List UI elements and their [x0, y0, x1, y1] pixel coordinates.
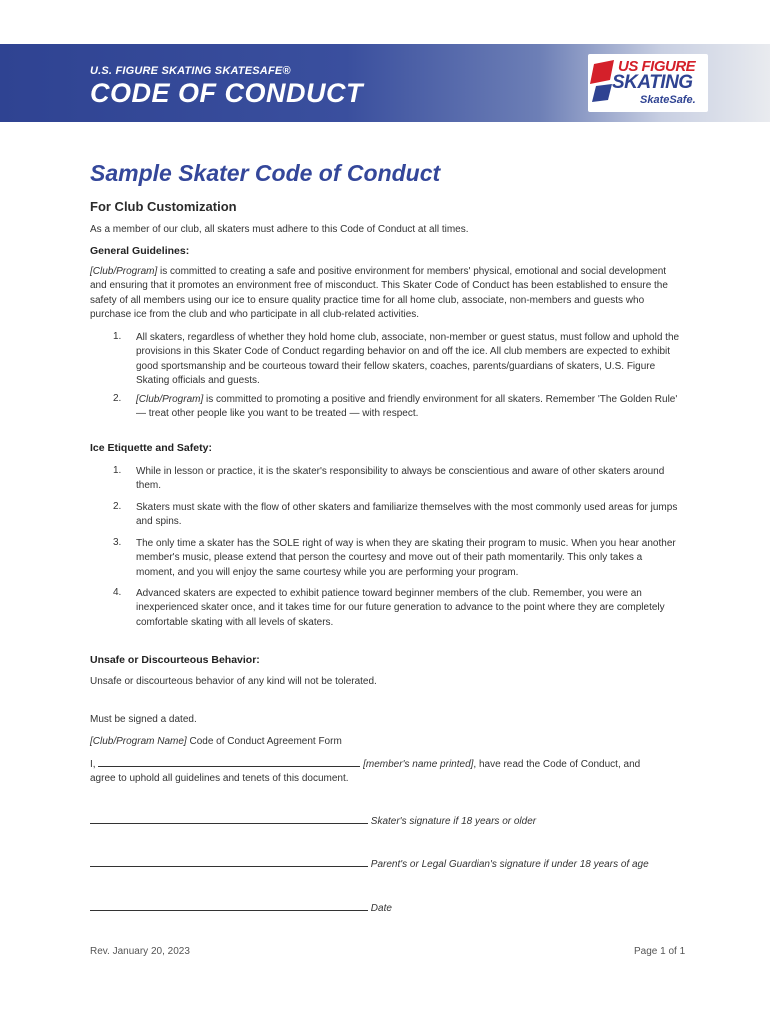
banner-subtitle: U.S. FIGURE SKATING SKATESAFE® — [90, 65, 291, 77]
list-number: 2. — [113, 501, 122, 512]
club-program-name-placeholder: [Club/Program Name] — [90, 736, 187, 747]
unsafe-behavior-text: Unsafe or discourteous behavior of any kind will not be tolerated. — [90, 676, 377, 687]
document-title: Sample Skater Code of Conduct — [90, 160, 441, 186]
member-name-line[interactable] — [98, 757, 360, 767]
skater-signature-line[interactable] — [90, 814, 368, 824]
agreement-form-title — [90, 735, 680, 749]
logo-line-2: SKATING — [612, 72, 693, 93]
must-be-signed-text: Must be signed a dated. — [90, 714, 197, 725]
us-figure-skating-logo — [588, 54, 708, 112]
list-number: 1. — [113, 331, 122, 342]
list-number: 2. — [113, 393, 122, 404]
list-number: 1. — [113, 465, 122, 476]
date-line[interactable] — [90, 901, 368, 911]
document-subhead: For Club Customization — [90, 199, 237, 214]
skater-signature-row — [90, 814, 536, 827]
logo-line-1: US FIGURE — [618, 58, 696, 75]
guardian-signature-label: Parent's or Legal Guardian's signature if under 18 years of age — [370, 859, 649, 870]
list-item-text — [136, 393, 681, 422]
date-row — [90, 901, 392, 914]
guardian-signature-line[interactable] — [90, 857, 368, 867]
banner-title: CODE OF CONDUCT — [90, 78, 363, 108]
list-item-text: Skaters must skate with the flow of other skaters and familiarize themselves with the most commonly used areas for jumps and spins. — [136, 502, 678, 528]
intro-text: As a member of our club, all skaters must adhere to this Code of Conduct at all times. — [90, 224, 469, 235]
acknowledgement-text: , have read the Code of Conduct, and — [473, 759, 641, 770]
list-item-text: All skaters, regardless of whether they hold home club, associate, non-member or guest status, must follow and uphold the provisions in this Skater Code of Conduct regarding behavior on and off the ice. All club members are expected to exhibit good sportsmanship and be courteous toward their fellow skaters, coaches, parents/guardians of skaters, U.S. Figure Skating officials and guests. — [136, 332, 680, 386]
agreement-form-text: Code of Conduct Agreement Form — [186, 736, 342, 747]
acknowledgement-prefix: I, — [90, 759, 96, 770]
logo-line-3: SkateSafe. — [640, 94, 696, 106]
list-number: 3. — [113, 537, 122, 548]
skater-signature-label: Skater's signature if 18 years or older — [370, 816, 537, 827]
list-item-text: While in lesson or practice, it is the skater's responsibility to always be conscientious and aware of other skaters around them. — [136, 466, 665, 492]
general-guidelines-heading: General Guidelines: — [90, 245, 190, 257]
date-label: Date — [370, 903, 392, 914]
list-item-text: The only time a skater has the SOLE right of way is when they are skating their program to music. When you hear another member's music, please extend that person the courtesy and move out of their path momentarily. This only takes a moment, and you will enjoy the same courtesy while you are performing your program. — [136, 538, 676, 578]
acknowledgement-text-line-2: agree to uphold all guidelines and tenets of this document. — [90, 773, 349, 785]
club-program-placeholder: [Club/Program] — [90, 266, 158, 277]
member-name-placeholder: [member's name printed] — [363, 759, 474, 770]
member-acknowledgement — [90, 757, 680, 787]
list-item-rest: is committed to promoting a positive and friendly environment for all skaters. Remember 'The Golden Rule' — treat other people like you want to be treated — with respect. — [136, 394, 678, 420]
page-number: Page 1 of 1 — [634, 946, 686, 957]
ice-etiquette-heading: Ice Etiquette and Safety: — [90, 442, 212, 454]
list-number: 4. — [113, 587, 122, 598]
general-guidelines-text: is committed to creating a safe and positive environment for members' physical, emotional and social development and ensuring that it promotes an environment free of misconduct. This Skater Code of Conduct has been established to ensure the safety of all members using our ice to ensure quality practice time for all home club, associate, non-members and guests who purchase ice from the club and who participate in all club-related activities. — [90, 266, 668, 320]
guardian-signature-row — [90, 857, 649, 870]
list-item-text: Advanced skaters are expected to exhibit patience toward beginner members of the club. Remember, you were an inexperienced skater once, and it takes time for our future generation to advance to the point where they are completely comfortable skating with all levels of skaters. — [136, 588, 665, 628]
revision-date: Rev. January 20, 2023 — [90, 946, 190, 957]
club-program-placeholder: [Club/Program] — [136, 394, 204, 405]
unsafe-behavior-heading: Unsafe or Discourteous Behavior: — [90, 654, 260, 666]
general-guidelines-paragraph — [90, 265, 680, 322]
